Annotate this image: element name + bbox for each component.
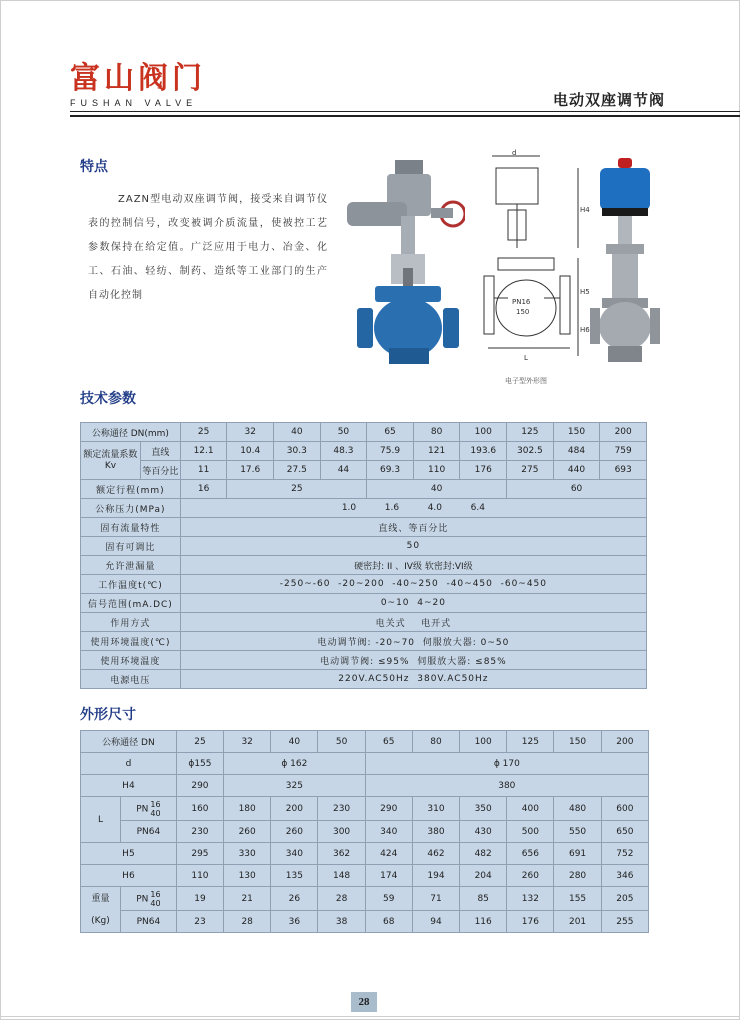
dn-value: 125 (507, 731, 554, 753)
weight-value: 21 (224, 887, 271, 911)
dn-value: 25 (180, 423, 227, 442)
stroke-value: 40 (367, 480, 507, 499)
table-row (81, 537, 647, 556)
weight-value: 132 (507, 887, 554, 911)
signal-value: 0~10 4~20 (180, 594, 646, 613)
stroke-value: 25 (227, 480, 367, 499)
kv-value: 11 (180, 461, 227, 480)
table-row (81, 480, 647, 499)
dimension-drawing (478, 148, 590, 366)
l-value: 400 (507, 797, 554, 821)
bottom-rule (0, 1016, 740, 1017)
weight-value: 59 (365, 887, 412, 911)
kv-label: 额定流量系数Kv (81, 442, 141, 480)
kv-value: 75.9 (367, 442, 414, 461)
drawing-label-dn: 150 (516, 308, 530, 316)
table-row (81, 651, 647, 670)
range-value: 50 (180, 537, 646, 556)
weight-value: 155 (554, 887, 601, 911)
table-row (81, 821, 649, 843)
l-value: 200 (271, 797, 318, 821)
d-value: ϕ 162 (224, 753, 366, 775)
h5-value: 295 (176, 843, 223, 865)
h6-value: 110 (176, 865, 223, 887)
l-value: 160 (176, 797, 223, 821)
pn-top: 16 (150, 799, 161, 809)
weight-value: 85 (460, 887, 507, 911)
drawing-label-pn: PN16 (512, 298, 531, 306)
dn-value: 100 (460, 423, 507, 442)
power-value: 220V.AC50Hz 380V.AC50Hz (180, 670, 646, 689)
pn16-40-label (120, 887, 176, 911)
dims-heading: 外形尺寸 (80, 707, 136, 723)
weight-label (81, 887, 121, 933)
features-heading: 特点 (80, 159, 108, 175)
weight-value: 28 (318, 887, 365, 911)
weight-value: 23 (176, 911, 223, 933)
pn-label: PN (136, 894, 149, 904)
kv-value: 44 (320, 461, 367, 480)
h5-label: H5 (81, 843, 177, 865)
table-row (81, 731, 649, 753)
dn-value: 50 (320, 423, 367, 442)
table-row (81, 775, 649, 797)
weight-value: 26 (271, 887, 318, 911)
kv-value: 48.3 (320, 442, 367, 461)
leak-value: 硬密封: II 、IV级 软密封:VI级 (180, 556, 646, 575)
table-row (81, 670, 647, 689)
table-row (81, 887, 649, 911)
dn-value: 32 (227, 423, 274, 442)
kv-value: 27.5 (274, 461, 321, 480)
pn16-40-label (120, 797, 176, 821)
kv-value: 302.5 (507, 442, 554, 461)
table-row (81, 797, 649, 821)
brand-logo (70, 62, 206, 108)
l-label: L (81, 797, 121, 843)
kv-value: 110 (413, 461, 460, 480)
h6-value: 194 (412, 865, 459, 887)
pressure-value: 6.4 (470, 503, 485, 513)
env-hum-value: 电动调节阀: ≤95% 伺服放大器: ≤85% (180, 651, 646, 670)
kv-value: 176 (460, 461, 507, 480)
l-value: 650 (601, 821, 648, 843)
kv-value: 17.6 (227, 461, 274, 480)
table-row (81, 753, 649, 775)
range-label: 固有可调比 (81, 537, 181, 556)
kv-value: 693 (600, 461, 647, 480)
dn-value: 200 (600, 423, 647, 442)
weight-value: 201 (554, 911, 601, 933)
d-label: d (81, 753, 177, 775)
valve-photo-right (588, 158, 664, 368)
env-temp-label: 使用环境温度(℃) (81, 632, 181, 651)
weight-value: 71 (412, 887, 459, 911)
l-value: 230 (176, 821, 223, 843)
features-text-body: ZAZN型电动双座调节阀，接受来自调节仪表的控制信号，改变被调介质流量，使被控工艺参数保持在给定值。广泛应用于电力、冶金、化工、石油、轻纺、制药、造纸等工业部门的生产自动化控制 (88, 194, 328, 301)
h4-label: H4 (81, 775, 177, 797)
temp-label: 工作温度t(℃) (81, 575, 181, 594)
drawing-label-h5: H5 (580, 288, 590, 296)
stroke-value: 60 (507, 480, 647, 499)
l-value: 600 (601, 797, 648, 821)
kv-value: 440 (553, 461, 600, 480)
l-value: 380 (412, 821, 459, 843)
kv-value: 10.4 (227, 442, 274, 461)
h4-value: 290 (176, 775, 223, 797)
table-row (81, 461, 647, 480)
table-row (81, 632, 647, 651)
table-row (81, 613, 647, 632)
l-value: 500 (507, 821, 554, 843)
pn-top: 16 (150, 889, 161, 899)
temp-value: -250~-60 -20~200 -40~250 -40~450 -60~450 (180, 575, 646, 594)
l-value: 260 (224, 821, 271, 843)
dn-value: 25 (176, 731, 223, 753)
tech-heading: 技术参数 (80, 391, 136, 407)
dn-value: 100 (460, 731, 507, 753)
weight-label-cn: 重量 (91, 893, 110, 904)
product-title: 电动双座调节阀 (552, 91, 665, 109)
l-value: 430 (460, 821, 507, 843)
h5-value: 330 (224, 843, 271, 865)
flow-char-label: 固有流量特性 (81, 518, 181, 537)
kv-value: 275 (507, 461, 554, 480)
stroke-value: 16 (180, 480, 227, 499)
kv-linear-label: 直线 (140, 442, 180, 461)
brand-name-cn: 富山阀门 (70, 61, 206, 96)
h4-value: 325 (224, 775, 366, 797)
pressure-value: 1.0 (341, 503, 357, 513)
pn-label: PN (136, 804, 149, 814)
h6-value: 130 (224, 865, 271, 887)
l-value: 290 (365, 797, 412, 821)
kv-value: 12.1 (180, 442, 227, 461)
weight-label-unit: (Kg) (91, 915, 110, 926)
h6-value: 135 (271, 865, 318, 887)
h6-value: 280 (554, 865, 601, 887)
dn-value: 32 (224, 731, 271, 753)
l-value: 310 (412, 797, 459, 821)
page-number: 28 (351, 992, 377, 1012)
weight-value: 36 (271, 911, 318, 933)
l-value: 300 (318, 821, 365, 843)
drawing-label-h4: H4 (580, 206, 590, 214)
pn-bottom: 40 (150, 898, 161, 908)
action-label: 作用方式 (81, 613, 181, 632)
h5-value: 424 (365, 843, 412, 865)
table-row (81, 442, 647, 461)
brand-name-en: FUSHAN VALVE (70, 98, 198, 108)
pn64-label: PN64 (120, 911, 176, 933)
l-value: 340 (365, 821, 412, 843)
dn-value: 200 (601, 731, 648, 753)
env-temp-value: 电动调节阀: -20~70 伺服放大器: 0~50 (180, 632, 646, 651)
features-text (88, 188, 328, 308)
table-row (81, 594, 647, 613)
leak-label: 允许泄漏量 (81, 556, 181, 575)
kv-value: 69.3 (367, 461, 414, 480)
kv-value: 759 (600, 442, 647, 461)
h5-value: 462 (412, 843, 459, 865)
tech-table (80, 422, 647, 689)
dn-value: 65 (367, 423, 414, 442)
l-value: 550 (554, 821, 601, 843)
signal-label: 信号范围(mA.DC) (81, 594, 181, 613)
pressure-values (180, 499, 646, 518)
stroke-label: 额定行程(mm) (81, 480, 181, 499)
l-value: 260 (271, 821, 318, 843)
h6-value: 346 (601, 865, 648, 887)
table-row (81, 423, 647, 442)
valve-photo-left (345, 158, 465, 368)
h5-value: 362 (318, 843, 365, 865)
pressure-label: 公称压力(MPa) (81, 499, 181, 518)
weight-value: 28 (224, 911, 271, 933)
dn-value: 125 (507, 423, 554, 442)
kv-value: 484 (553, 442, 600, 461)
header-rule-thin (70, 111, 740, 112)
drawing-caption: 电子型外形图 (505, 377, 547, 385)
dn-value: 150 (553, 423, 600, 442)
l-value: 230 (318, 797, 365, 821)
h6-value: 260 (507, 865, 554, 887)
dn-value: 150 (554, 731, 601, 753)
table-row (81, 843, 649, 865)
h5-value: 752 (601, 843, 648, 865)
drawing-label-h6: H6 (580, 326, 590, 334)
h4-value: 380 (365, 775, 648, 797)
dn-value: 50 (318, 731, 365, 753)
weight-value: 19 (176, 887, 223, 911)
pressure-value: 4.0 (427, 503, 443, 513)
dn-value: 80 (412, 731, 459, 753)
h5-value: 691 (554, 843, 601, 865)
table-row (81, 518, 647, 537)
kv-value: 121 (413, 442, 460, 461)
weight-value: 116 (460, 911, 507, 933)
h5-value: 340 (271, 843, 318, 865)
env-hum-label: 使用环境温度 (81, 651, 181, 670)
table-row (81, 556, 647, 575)
l-value: 350 (460, 797, 507, 821)
dn-value: 80 (413, 423, 460, 442)
power-label: 电源电压 (81, 670, 181, 689)
pn-bottom: 40 (150, 808, 161, 818)
h5-value: 656 (507, 843, 554, 865)
dn-value: 40 (274, 423, 321, 442)
dims-table (80, 730, 649, 933)
h6-value: 204 (460, 865, 507, 887)
dn-value: 65 (365, 731, 412, 753)
flow-char-value: 直线、等百分比 (180, 518, 646, 537)
h6-value: 148 (318, 865, 365, 887)
h6-value: 174 (365, 865, 412, 887)
pressure-value: 1.6 (384, 503, 400, 513)
d-value: ϕ155 (176, 753, 223, 775)
h5-value: 482 (460, 843, 507, 865)
pn64-label: PN64 (120, 821, 176, 843)
table-row (81, 865, 649, 887)
action-value: 电关式 电开式 (180, 613, 646, 632)
weight-value: 68 (365, 911, 412, 933)
dn-value: 40 (271, 731, 318, 753)
l-value: 180 (224, 797, 271, 821)
weight-value: 176 (507, 911, 554, 933)
table-row (81, 911, 649, 933)
table-row (81, 499, 647, 518)
dims-dn-label: 公称通径 DN (81, 731, 177, 753)
kv-value: 193.6 (460, 442, 507, 461)
drawing-label-d: d (512, 149, 517, 157)
d-value: ϕ 170 (365, 753, 648, 775)
header-rule (70, 115, 740, 117)
kv-pct-label: 等百分比 (140, 461, 180, 480)
dn-label: 公称通径 DN(mm) (81, 423, 181, 442)
drawing-label-l: L (524, 354, 528, 362)
weight-value: 255 (601, 911, 648, 933)
weight-value: 205 (601, 887, 648, 911)
l-value: 480 (554, 797, 601, 821)
table-row (81, 575, 647, 594)
weight-value: 94 (412, 911, 459, 933)
h6-label: H6 (81, 865, 177, 887)
weight-value: 38 (318, 911, 365, 933)
kv-value: 30.3 (274, 442, 321, 461)
